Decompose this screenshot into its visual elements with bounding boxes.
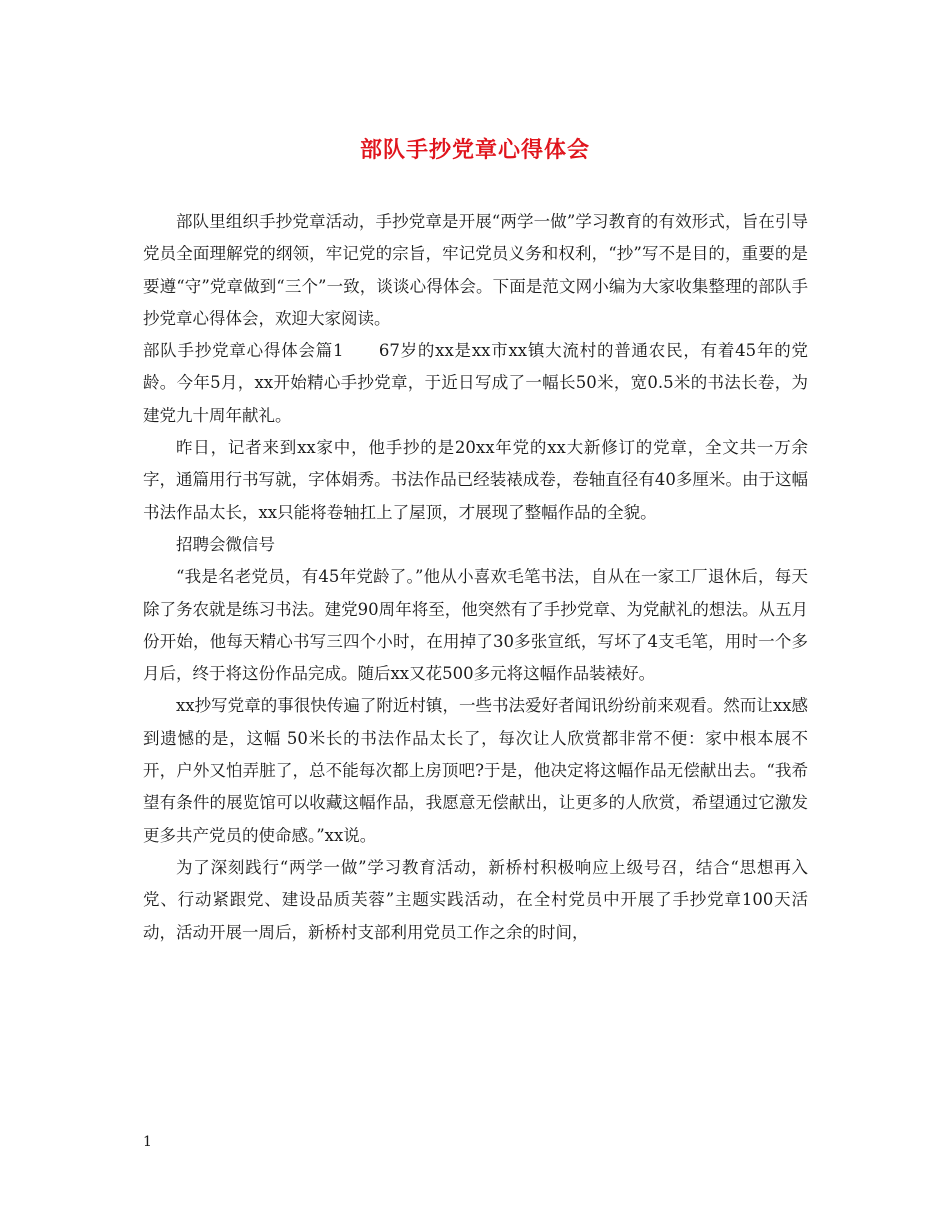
paragraph: “我是名老党员，有45年党龄了。”他从小喜欢毛笔书法，自从在一家工厂退休后，每天除了务农就是练习书法。建党90周年将至，他突然有了手抄党章、为党献礼的想法。从五月份开始，他每天精心书写三四个小时，在用掉了30多张宣纸，写坏了4支毛笔，用时一个多月后，终于将这份作品完成。随后xx又花500多元将这幅作品装裱好。 bbox=[143, 567, 808, 684]
paragraph: 部队手抄党章心得体会篇1 67岁的xx是xx市xx镇大流村的普通农民，有着45年的党龄。今年5月，xx开始精心手抄党章，于近日写成了一幅长50米，宽0.5米的书法长卷，为建党九十周年献礼。 bbox=[143, 341, 808, 425]
page-number: 1 bbox=[143, 1134, 152, 1150]
paragraph: 为了深刻践行“两学一做”学习教育活动，新桥村积极响应上级号召，结合“思想再入党、行动紧跟党、建设品质芙蓉”主题实践活动，在全村党员中开展了手抄党章100天活动，活动开展一周后，新桥村支部利用党员工作之余的时间， bbox=[143, 857, 808, 942]
paragraph: xx抄写党章的事很快传遍了附近村镇，一些书法爱好者闻讯纷纷前来观看。然而让xx感到遗憾的是，这幅 50米长的书法作品太长了，每次让人欣赏都非常不便：家中根本展不开，户外又怕弄脏了，总不能每次都上房顶吧?于是，他决定将这幅作品无偿献出去。“我希望有条件的展览馆可以收藏这幅作品，我愿意无偿献出，让更多的人欣赏，希望通过它激发更多共产党员的使命感。”xx说。 bbox=[143, 696, 808, 845]
paragraph: 部队里组织手抄党章活动，手抄党章是开展“两学一做”学习教育的有效形式，旨在引导党员全面理解党的纲领，牢记党的宗旨，牢记党员义务和权利，“抄”写不是目的，重要的是要遵“守”党章做到“三个”一致，谈谈心得体会。下面是范文网小编为大家收集整理的部队手抄党章心得体会，欢迎大家阅读。 bbox=[143, 212, 808, 328]
paragraph: 招聘会微信号 bbox=[176, 534, 275, 554]
document-title: 部队手抄党章心得体会 bbox=[359, 138, 590, 163]
document-body bbox=[143, 206, 808, 949]
paragraph: 昨日，记者来到xx家中，他手抄的是20xx年党的xx大新修订的党章，全文共一万余字，通篇用行书写就，字体娟秀。书法作品已经装裱成卷，卷轴直径有40多厘米。由于这幅书法作品太长，xx只能将卷轴扛上了屋顶，才展现了整幅作品的全貌。 bbox=[143, 438, 808, 522]
